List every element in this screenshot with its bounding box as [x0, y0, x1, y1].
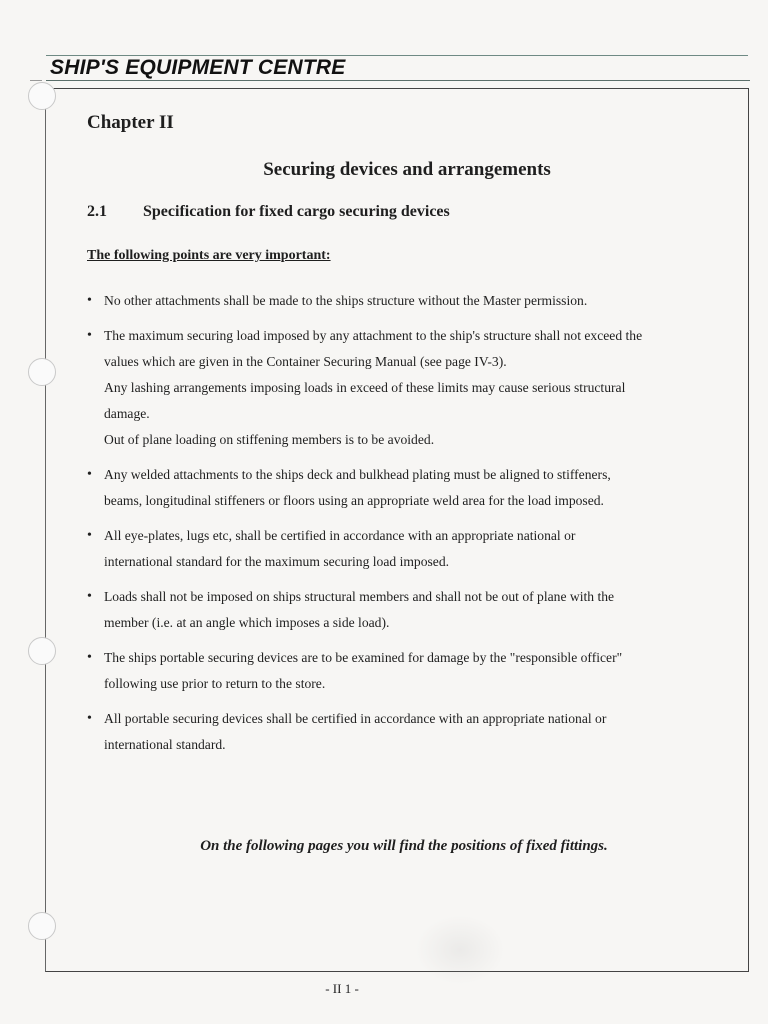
important-heading: The following points are very important:	[87, 248, 331, 263]
bullet-line: No other attachments shall be made to the ships structure without the Master permission.	[104, 293, 588, 308]
bullet-line: following use prior to return to the store.	[104, 676, 326, 691]
page-number: - II 1 -	[325, 981, 359, 996]
bullet-line: member (i.e. at an angle which imposes a side load).	[104, 615, 390, 630]
bullet-icon: •	[87, 467, 92, 482]
binder-hole	[28, 358, 56, 386]
bullet-line: Any welded attachments to the ships deck and bulkhead plating must be aligned to stiffeners,	[104, 467, 611, 482]
list-item	[87, 584, 737, 636]
bullet-line: Loads shall not be imposed on ships structural members and shall not be out of plane with the	[104, 589, 615, 604]
bullet-line: The maximum securing load imposed by any attachment to the ship's structure shall not exceed the	[104, 328, 643, 343]
bullet-icon: •	[87, 528, 92, 543]
bullet-icon: •	[87, 328, 92, 343]
list-item	[87, 288, 737, 314]
bullet-line: international standard for the maximum securing load imposed.	[104, 554, 450, 569]
scan-smudge	[415, 915, 505, 985]
bullet-line: All portable securing devices shall be certified in accordance with an appropriate national or	[104, 711, 607, 726]
bullet-line: damage.	[104, 406, 150, 421]
bullet-line: The ships portable securing devices are to be examined for damage by the "responsible officer"	[104, 650, 623, 665]
bullet-line: beams, longitudinal stiffeners or floors using an appropriate weld area for the load imposed.	[104, 493, 604, 508]
chapter-heading: Chapter II	[87, 112, 174, 133]
bullet-line: international standard.	[104, 737, 226, 752]
bullet-line: values which are given in the Container Securing Manual (see page IV-3).	[104, 354, 507, 369]
bullet-icon: •	[87, 589, 92, 604]
list-item	[87, 706, 737, 758]
header-rule-bottom	[46, 80, 750, 81]
list-item	[87, 462, 737, 514]
list-item	[87, 523, 737, 575]
list-item	[87, 323, 737, 453]
bullet-line: All eye-plates, lugs etc, shall be certified in accordance with an appropriate national or	[104, 528, 576, 543]
bullet-list	[87, 288, 737, 767]
bullet-icon: •	[87, 650, 92, 665]
subsection-number: 2.1	[87, 203, 107, 220]
header-title: SHIP'S EQUIPMENT CENTRE	[50, 56, 346, 79]
bullet-icon: •	[87, 711, 92, 726]
binder-hole	[28, 912, 56, 940]
section-title: Securing devices and arrangements	[263, 159, 551, 180]
footer-note: On the following pages you will find the positions of fixed fittings.	[200, 838, 608, 854]
bullet-line: Any lashing arrangements imposing loads in exceed of these limits may cause serious structural	[104, 380, 626, 395]
header-dash	[30, 80, 42, 81]
list-item	[87, 645, 737, 697]
subsection-title: Specification for fixed cargo securing devices	[143, 203, 450, 220]
bullet-line: Out of plane loading on stiffening members is to be avoided.	[104, 432, 435, 447]
binder-hole	[28, 637, 56, 665]
binder-hole	[28, 82, 56, 110]
bullet-icon: •	[87, 293, 92, 308]
